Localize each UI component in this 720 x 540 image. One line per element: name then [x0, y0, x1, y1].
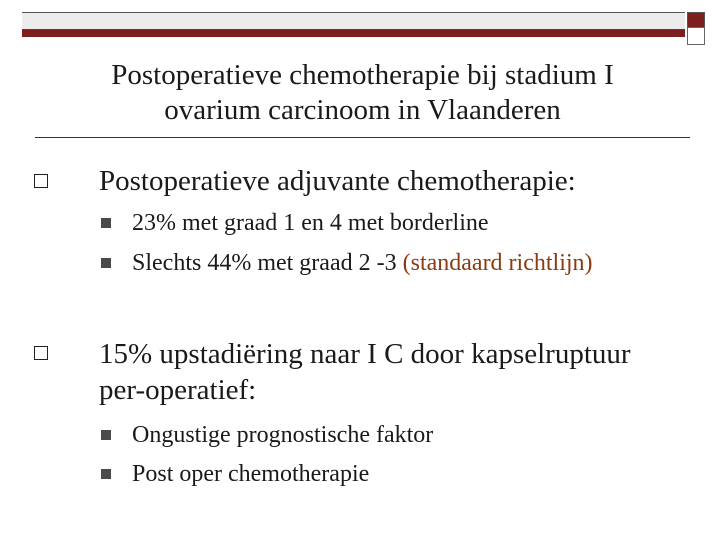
filled-square-bullet-icon — [101, 469, 111, 479]
bullet-1-text: Postoperatieve adjuvante chemotherapie: — [99, 165, 576, 197]
header-bar — [22, 12, 685, 30]
slide-title — [35, 58, 690, 128]
title-line-1: Postoperatieve chemotherapie bij stadium I — [111, 59, 614, 91]
bullet-1-sub-2-text: Slechts 44% met graad 2 -3 — [132, 250, 403, 276]
bullet-2-sub-2: Post oper chemotherapie — [132, 461, 370, 487]
bullet-2-line-2: per-operatief: — [99, 374, 257, 406]
hollow-square-bullet-icon — [34, 346, 48, 360]
bullet-1-sub-2-highlight: (standaard richtlijn) — [402, 250, 593, 276]
title-divider — [35, 137, 690, 138]
bullet-2-sub-1: Ongustige prognostische faktor — [132, 422, 434, 448]
filled-square-bullet-icon — [101, 430, 111, 440]
title-line-2: ovarium carcinoom in Vlaanderen — [164, 94, 561, 126]
bullet-1-sub-2 — [132, 248, 593, 278]
bullet-2-line-1: 15% upstadiëring naar I C door kapselruptuur — [99, 338, 631, 370]
bullet-2-text — [99, 336, 631, 408]
filled-square-bullet-icon — [101, 258, 111, 268]
header-accent-bar — [22, 30, 685, 37]
bullet-1-sub-1: 23% met graad 1 en 4 met borderline — [132, 210, 489, 236]
corner-square-outline — [687, 27, 705, 45]
hollow-square-bullet-icon — [34, 174, 48, 188]
filled-square-bullet-icon — [101, 218, 111, 228]
